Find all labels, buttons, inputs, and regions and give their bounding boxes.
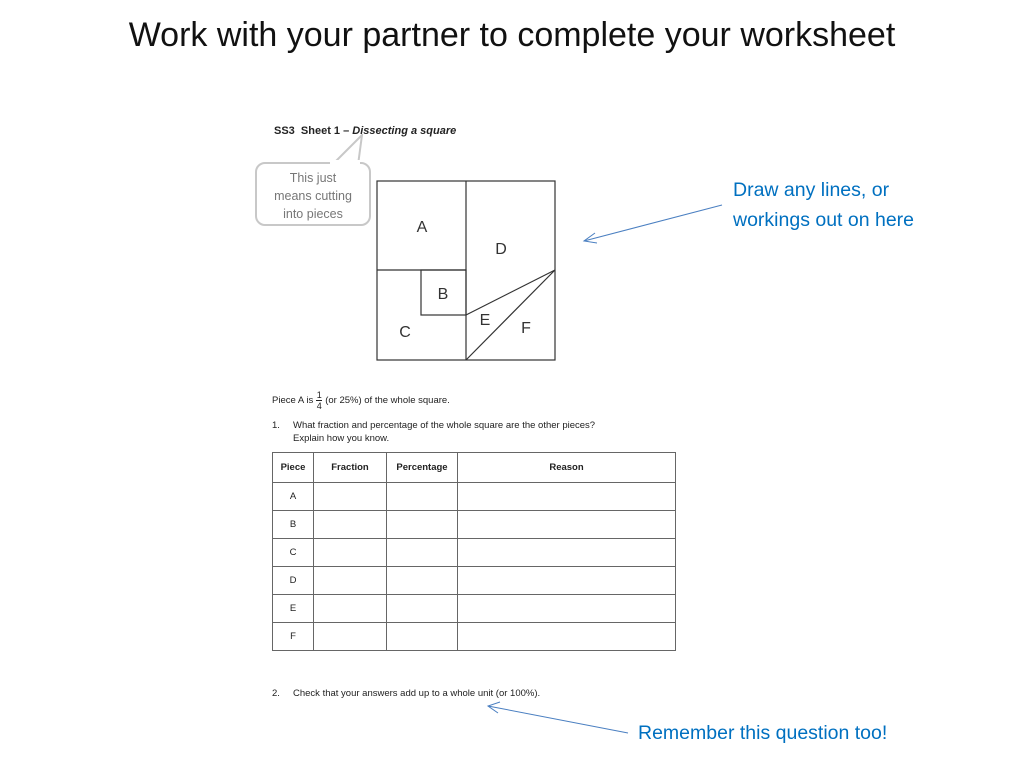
arrow-to-diagram	[584, 205, 722, 241]
percentage-cell[interactable]	[387, 511, 458, 539]
reason-cell[interactable]	[458, 623, 676, 651]
fraction-denominator: 4	[316, 401, 322, 411]
arrow-head	[488, 702, 500, 713]
remember-note: Remember this question too!	[638, 722, 888, 744]
table-row	[273, 511, 676, 539]
callout-tail-mask	[330, 155, 360, 165]
column-header-fraction: Fraction	[314, 453, 387, 483]
callout-line: into pieces	[283, 207, 343, 221]
reason-cell[interactable]	[458, 539, 676, 567]
callout-line: means cutting	[274, 189, 352, 203]
label-piece-d: D	[495, 241, 507, 258]
piece-cell: E	[273, 595, 314, 623]
question-2-text: Check that your answers add up to a whole unit (or 100%).	[293, 688, 541, 699]
percentage-cell[interactable]	[387, 483, 458, 511]
table-row	[273, 567, 676, 595]
question-2-number: 2.	[272, 688, 280, 699]
fraction-one-quarter	[316, 390, 322, 411]
fraction-cell[interactable]	[314, 511, 387, 539]
fraction-cell[interactable]	[314, 539, 387, 567]
percentage-cell[interactable]	[387, 623, 458, 651]
arrow-head	[584, 233, 597, 243]
fraction-cell[interactable]	[314, 623, 387, 651]
reason-cell[interactable]	[458, 595, 676, 623]
callout-line: This just	[289, 171, 337, 185]
table-row	[273, 539, 676, 567]
piece-a-prefix: Piece A is	[272, 395, 314, 406]
arrow-to-question-2	[488, 706, 628, 733]
piece-cell: C	[273, 539, 314, 567]
reason-cell[interactable]	[458, 511, 676, 539]
reason-cell[interactable]	[458, 483, 676, 511]
draw-note-line-1: Draw any lines, or	[733, 179, 890, 201]
label-piece-b: B	[437, 286, 449, 303]
column-header-piece: Piece	[273, 453, 314, 483]
piece-cell: D	[273, 567, 314, 595]
question-1	[272, 419, 595, 445]
sheet-number: Sheet 1 –	[300, 125, 350, 137]
speech-bubble	[255, 162, 371, 226]
table-header-row	[273, 453, 676, 483]
table-row	[273, 623, 676, 651]
question-1-number: 1.	[272, 420, 280, 431]
reason-cell[interactable]	[458, 567, 676, 595]
question-1-subtext: Explain how you know.	[293, 433, 390, 444]
piece-a-suffix: (or 25%) of the whole square.	[325, 395, 450, 406]
fraction-cell[interactable]	[314, 595, 387, 623]
question-1-text: What fraction and percentage of the whole square are the other pieces?	[293, 420, 596, 431]
piece-cell: A	[273, 483, 314, 511]
fraction-numerator: 1	[316, 390, 322, 400]
draw-lines-note	[733, 175, 914, 235]
percentage-cell[interactable]	[387, 567, 458, 595]
label-piece-f: F	[521, 320, 531, 337]
fraction-cell[interactable]	[314, 567, 387, 595]
fraction-cell[interactable]	[314, 483, 387, 511]
piece-cell: B	[273, 511, 314, 539]
label-piece-c: C	[399, 324, 411, 341]
dissected-square-diagram	[376, 180, 557, 367]
sheet-code: SS3	[274, 125, 295, 137]
question-2	[272, 688, 540, 699]
table-row	[273, 483, 676, 511]
label-piece-a: A	[416, 219, 428, 236]
percentage-cell[interactable]	[387, 539, 458, 567]
label-piece-e: E	[479, 312, 491, 329]
percentage-cell[interactable]	[387, 595, 458, 623]
answer-table	[272, 452, 676, 651]
table-row	[273, 595, 676, 623]
piece-a-statement	[272, 390, 450, 411]
column-header-percentage: Percentage	[387, 453, 458, 483]
sheet-subtitle: Dissecting a square	[352, 125, 457, 137]
piece-cell: F	[273, 623, 314, 651]
column-header-reason: Reason	[458, 453, 676, 483]
slide-title: Work with your partner to complete your worksheet	[128, 16, 896, 54]
draw-note-line-2: workings out on here	[733, 209, 915, 231]
